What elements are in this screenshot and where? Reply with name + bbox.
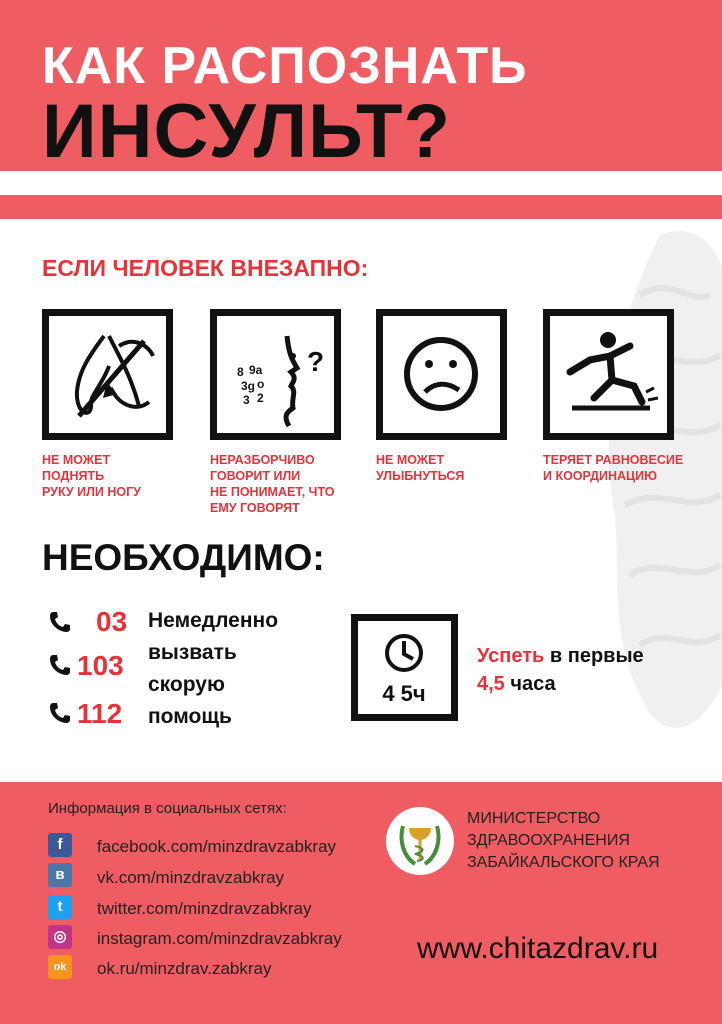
facebook-icon[interactable]: f: [48, 833, 72, 857]
urgent-part-4: часа: [504, 673, 556, 695]
svg-text:3g: 3g: [241, 379, 256, 393]
symptom-label-arm: НЕ МОЖЕТ ПОДНЯТЬ РУКУ ИЛИ НОГУ: [42, 453, 141, 499]
symptom-label-balance: ТЕРЯЕТ РАВНОВЕСИЕ И КООРДИНАЦИЮ: [543, 453, 684, 483]
facebook-link[interactable]: facebook.com/minzdravzabkray: [97, 837, 337, 856]
svg-text:3: 3: [243, 393, 250, 407]
call-text-3: скорую: [148, 673, 225, 696]
title-line-2: ИНСУЛЬТ?: [42, 89, 451, 174]
call-text-4: помощь: [148, 705, 232, 728]
ministry-emblem-icon: [385, 806, 455, 876]
phone-icon: [48, 653, 72, 677]
sad-face-icon: [383, 316, 500, 433]
twitter-link[interactable]: twitter.com/minzdravzabkray: [97, 899, 312, 918]
social-heading: Информация в социальных сетях:: [48, 800, 287, 817]
svg-text:9a: 9a: [249, 363, 263, 377]
phone-icon: [48, 701, 72, 725]
urgent-text: [477, 642, 644, 698]
instagram-link[interactable]: instagram.com/minzdravzabkray: [97, 929, 342, 948]
symptom-card-speech: [210, 309, 341, 440]
need-heading: НЕОБХОДИМО:: [42, 537, 325, 578]
odnoklassniki-link[interactable]: ok.ru/minzdrav.zabkray: [97, 959, 272, 978]
call-text-2: вызвать: [148, 641, 237, 664]
clock-icon: [358, 621, 451, 714]
symptom-card-smile: [376, 309, 507, 440]
svg-text:o: o: [257, 377, 265, 391]
time-box: [351, 614, 458, 721]
phone-number-103: 103: [77, 650, 124, 681]
arm-leg-icon: [49, 316, 166, 433]
phone-number-112: 112: [77, 698, 123, 729]
symptom-label-smile: НЕ МОЖЕТ УЛЫБНУТЬСЯ: [376, 453, 465, 483]
urgent-part-2: в первые: [544, 645, 644, 667]
website-link[interactable]: www.chitazdrav.ru: [417, 932, 659, 965]
ministry-name: МИНИСТЕРСТВО ЗДРАВООХРАНЕНИЯ ЗАБАЙКАЛЬСКОГО КРАЯ: [467, 810, 660, 871]
phone-number-03: 03: [96, 606, 128, 637]
intro-heading: ЕСЛИ ЧЕЛОВЕК ВНЕЗАПНО:: [42, 255, 369, 281]
instagram-icon[interactable]: ◎: [48, 925, 72, 949]
symptom-card-arm: [42, 309, 173, 440]
symptom-label-speech: НЕРАЗБОРЧИВО ГОВОРИТ ИЛИ НЕ ПОНИМАЕТ, ЧТО ЕМУ ГОВОРЯТ: [210, 453, 335, 515]
vk-link[interactable]: vk.com/minzdravzabkray: [97, 868, 285, 887]
slipping-person-icon: [550, 316, 667, 433]
symptom-card-balance: [543, 309, 674, 440]
urgent-part-3: 4,5: [477, 673, 505, 695]
call-text-1: Немедленно: [148, 609, 279, 632]
vk-icon[interactable]: в: [48, 863, 72, 887]
phone-icon: [48, 610, 72, 634]
twitter-icon[interactable]: t: [48, 895, 72, 919]
svg-text:8: 8: [237, 365, 244, 379]
speech-icon: [217, 316, 334, 433]
clock-label: 4 5ч: [382, 681, 426, 706]
urgent-part-1: Успеть: [477, 645, 545, 667]
svg-text:?: ?: [307, 346, 325, 377]
svg-text:2: 2: [257, 391, 264, 405]
title-line-1: КАК РАСПОЗНАТЬ: [42, 37, 528, 95]
odnoklassniki-icon[interactable]: ok: [48, 955, 72, 979]
